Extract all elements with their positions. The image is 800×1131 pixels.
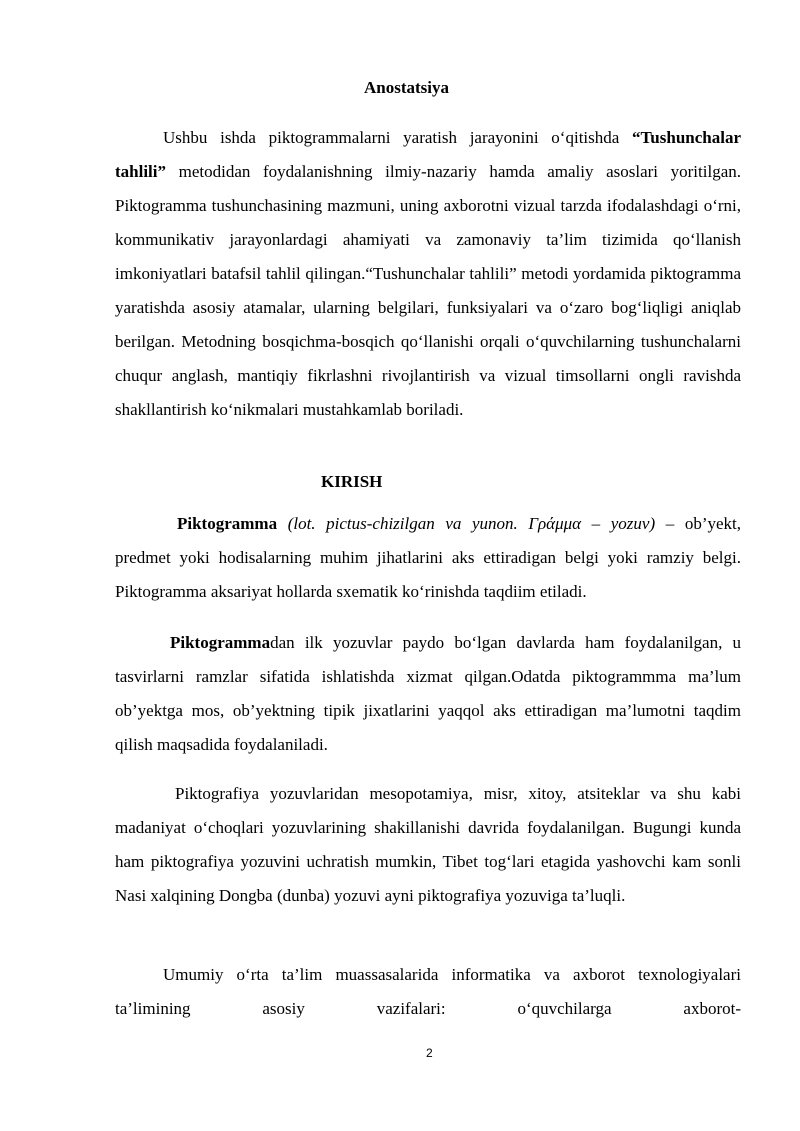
page-number: 2 xyxy=(426,1046,433,1060)
pictogram-usage-paragraph xyxy=(115,626,741,762)
pictogram-term-2: Piktogramma xyxy=(170,633,271,652)
abstract-heading: Anostatsiya xyxy=(364,78,450,97)
pictogram-definition-paragraph xyxy=(115,507,741,609)
pictogram-usage-text: dan ilk yozuvlar paydo bo‘lgan davlarda ham foydalanilgan, u tasvirlarni ramzlar sifatida ishlatishda xizmat qilgan.Odatda piktogrammma ma’lum ob’yektga mos, ob’yektning tipik jixatlarini yaqqol aks ettiradigan ma’lumotni taqdim qilish maqsadida foydalaniladi. xyxy=(115,633,741,754)
pictography-paragraph: Piktografiya yozuvlaridan mesopotamiya, misr, xitoy, atsiteklar va shu kabi madaniyat o‘choqlari yozuvlarining shakillanishi davrida foydalanilgan. Bugungi kunda ham piktografiya yozuvini uchratish mumkin, Tibet tog‘lari etagida yashovchi kam sonli Nasi xalqining Dongba (dunba) yozuvi ayni piktografiya yozuviga ta’luqli. xyxy=(115,784,741,905)
method-name: “Tushunchalar tahlili” xyxy=(115,128,741,181)
pictogram-etymology: (lot. pictus-chizilgan va yunon. Γράμμα – yozuv) xyxy=(287,514,656,533)
pictogram-term: Piktogramma xyxy=(177,514,278,533)
abstract-body-text: metodidan foydalanishning ilmiy-nazariy hamda amaliy asoslari yoritilgan. Piktogramma tushunchasining mazmuni, uning axborotni vizual tarzda ifodalashdagi o‘rni, kommunikativ jarayonlardagi ahamiyati va zamonaviy ta’lim tizimida qo‘llanish imkoniyatlari batafsil tahlil qilingan.“Tushunchalar tahlili” metodi yordamida piktogramma yaratishda asosiy atamalar, ularning belgilari, funksiyalari va o‘zaro bog‘liqligi aniqlab berilgan. Metodning bosqichma-bosqich qo‘llanishi orqali o‘quvchilarning tushunchalarni chuqur anglash, mantiqiy fikrlashni rivojlantirish va vizual timsollarni ongli ravishda shakllantirish ko‘nikmalari mustahkamlab boriladi. xyxy=(115,162,741,419)
intro-heading: KIRISH xyxy=(321,472,383,491)
abstract-intro-text: Ushbu ishda piktogrammalarni yaratish jarayonini o‘qitishda xyxy=(163,128,633,147)
abstract-paragraph xyxy=(115,121,741,427)
pictogram-definition-text: – ob’yekt, predmet yoki hodisalarning muhim jihatlarini aks ettiradigan belgi yoki ramziy belgi. Piktogramma aksariyat hollarda sxematik ko‘rinishda taqdiim etiladi. xyxy=(115,514,741,601)
education-tasks-paragraph: Umumiy o‘rta ta’lim muassasalarida informatika va axborot texnologiyalari ta’limining asosiy vazifalari: o‘quvchilarga axborot- xyxy=(115,965,741,1018)
